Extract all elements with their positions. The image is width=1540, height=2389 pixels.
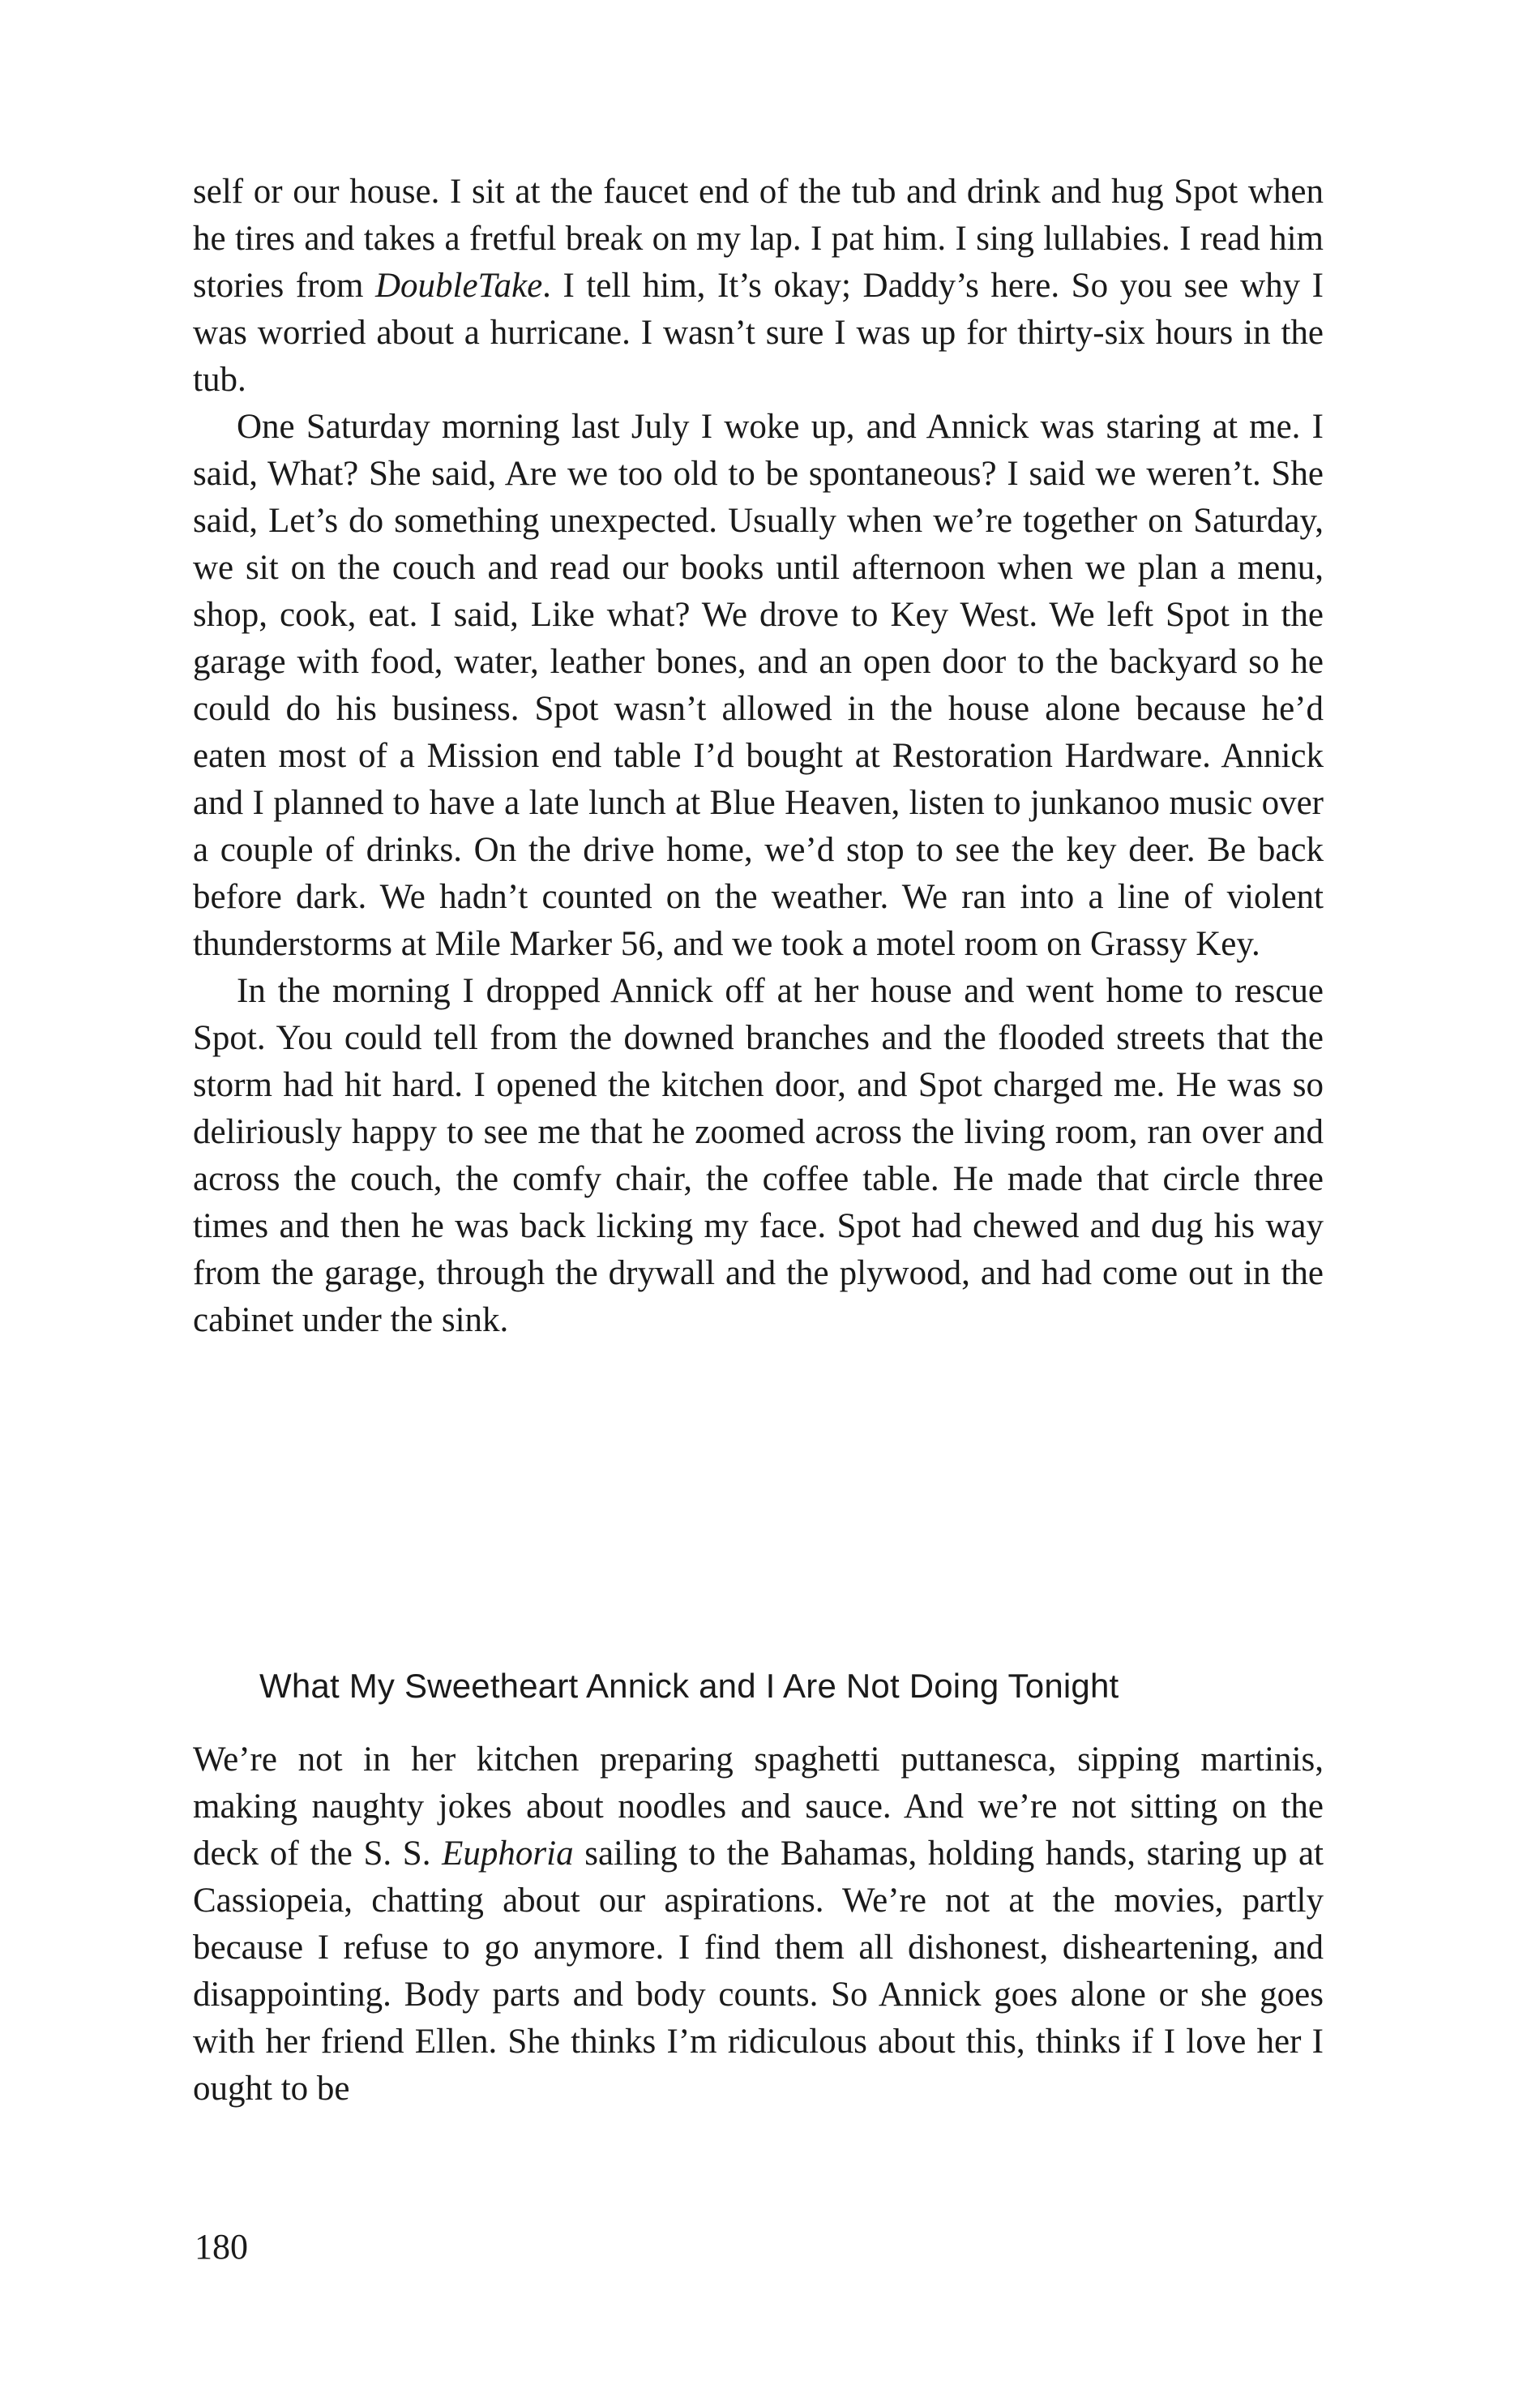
paragraph-4 (193, 1736, 1324, 2113)
magazine-title-doubletake: DoubleTake (374, 267, 543, 305)
ship-name-euphoria: Euphoria (442, 1835, 574, 1873)
paragraph-3 (193, 968, 1324, 1344)
paragraph-2-text: One Saturday morning last July I woke up, and Annick was staring at me. I said, What? She said, Are we too old to be spontaneous? I said we weren’t. She said, Let’s do something unexpected. Usually when we’re together on Saturday, we sit on the couch and read our books until afternoon when we plan a menu, shop, cook, eat. I said, Like what? We drove to Key West. We left Spot in the garage with food, water, leather bones, and an open door to the backyard so he could do his business. Spot wasn’t allowed in the house alone because he’d eaten most of a Mission end table I’d bought at Restoration Hardware. Annick and I planned to have a late lunch at Blue Heaven, listen to junkanoo music over a couple of drinks. On the drive home, we’d stop to see the key deer. Be back before dark. We hadn’t counted on the weather. We ran into a line of violent thunderstorms at Mile Marker 56, and we took a motel room on Grassy Key. (193, 408, 1324, 963)
page-number: 180 (195, 2227, 248, 2267)
paragraph-1-text-b: . I tell him, It’s okay; Daddy’s here. So you see why I was worried about a hurricane. I wasn’t sure I was up for thirty-six hours in the tub. (193, 267, 1324, 399)
story-two-text (193, 1736, 1324, 2113)
paragraph-4-text-b: sailing to the Bahamas, holding hands, staring up at Cassiopeia, chatting about our aspirations. We’re not at the movies, partly because I refuse to go anymore. I find them all dishonest, disheartening, and disappointing. Body parts and body counts. So Annick goes alone or she goes with her friend Ellen. She thinks I’m ridiculous about this, thinks if I love her I ought to be (193, 1835, 1324, 2108)
paragraph-1-text-a: self or our house. I sit at the faucet end of the tub and drink and hug Spot when he tires and takes a fretful break on my lap. I pat him. I sing lullabies. I read him stories from (193, 173, 1324, 305)
paragraph-3-text: In the morning I dropped Annick off at her house and went home to rescue Spot. You could tell from the downed branches and the flooded streets that the storm had hit hard. I opened the kitchen door, and Spot charged me. He was so deliriously happy to see me that he zoomed across the living room, ran over and across the couch, the comfy chair, the coffee table. He made that circle three times and then he was back licking my face. Spot had chewed and dug his way from the garage, through the drywall and the plywood, and had come out in the cabinet under the sink. (193, 972, 1324, 1339)
paragraph-4-text-a: We’re not in her kitchen preparing spaghetti puttanesca, sipping martinis, making naughty jokes about noodles and sauce. And we’re not sitting on the deck of the S. S. (193, 1740, 1324, 1873)
paragraph-2 (193, 404, 1324, 968)
story-one-text (193, 169, 1324, 1344)
paragraph-1 (193, 169, 1324, 404)
section-title: What My Sweetheart Annick and I Are Not Doing Tonight (259, 1667, 1119, 1705)
